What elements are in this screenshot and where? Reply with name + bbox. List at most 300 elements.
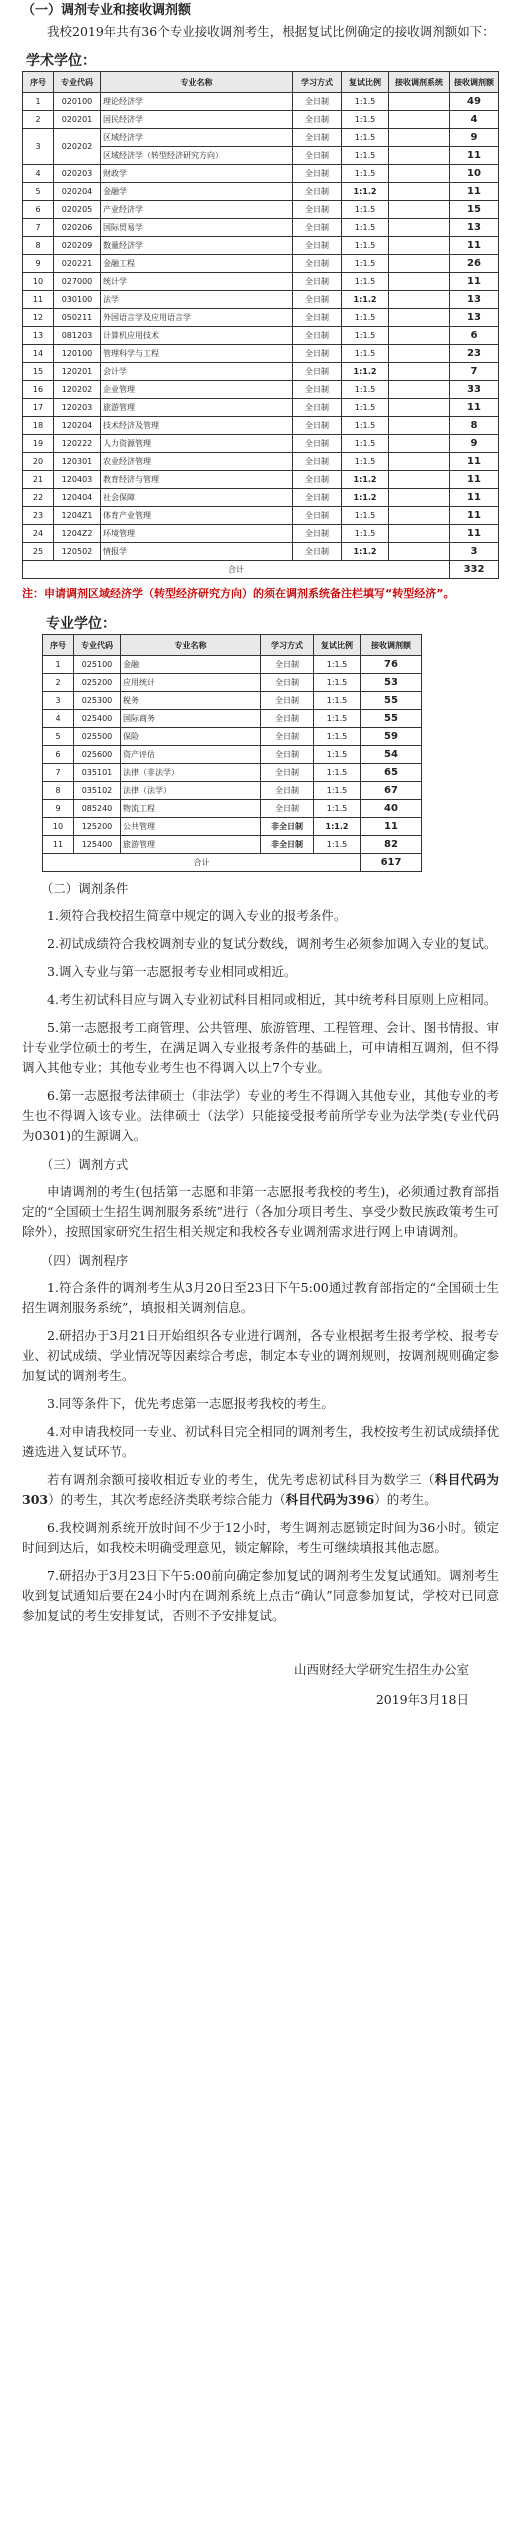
table-cell: 11: [450, 147, 499, 165]
table-cell: 1:1.5: [314, 800, 361, 818]
procedure-item: 1.符合条件的调剂考生从3月20日至23日下午5:00通过教育部指定的“全国硕士生招生调剂服务系统”，填报相关调剂信息。: [22, 1280, 499, 1315]
table-row: [43, 782, 422, 800]
table-cell: 法律（法学）: [121, 782, 261, 800]
table-cell: [389, 93, 450, 111]
table-cell: 020209: [54, 237, 101, 255]
total-label: 合计: [43, 854, 361, 872]
table-cell: 1:1.5: [342, 453, 389, 471]
table-cell: 区域经济学（转型经济研究方向）: [101, 147, 293, 165]
table-cell: 技术经济及管理: [101, 417, 293, 435]
table-cell: 1:1.5: [342, 255, 389, 273]
table-cell: [389, 291, 450, 309]
table-cell: 教育经济与管理: [101, 471, 293, 489]
table-cell: 59: [361, 728, 422, 746]
table-cell: 全日制: [293, 399, 342, 417]
table-cell: 全日制: [293, 381, 342, 399]
table-cell: 农业经济管理: [101, 453, 293, 471]
table-cell: 020205: [54, 201, 101, 219]
table-cell: 1:1.5: [342, 111, 389, 129]
table-cell: 18: [23, 417, 54, 435]
table-cell: 1:1.2: [342, 471, 389, 489]
table-cell: 1:1.5: [314, 692, 361, 710]
table-cell: 物流工程: [121, 800, 261, 818]
table-cell: 1:1.5: [342, 237, 389, 255]
table-cell: 26: [450, 255, 499, 273]
table-cell: 40: [361, 800, 422, 818]
table-cell: [389, 543, 450, 561]
table-cell: 1:1.2: [342, 183, 389, 201]
table-cell: 20: [23, 453, 54, 471]
table-cell: 7: [450, 363, 499, 381]
table-row: [23, 345, 499, 363]
table-cell: 全日制: [261, 710, 314, 728]
table-cell: 1:1.5: [314, 710, 361, 728]
table-row: [23, 219, 499, 237]
table-cell: 企业管理: [101, 381, 293, 399]
table-cell: 情报学: [101, 543, 293, 561]
table-cell: 保险: [121, 728, 261, 746]
table-cell: 国际贸易学: [101, 219, 293, 237]
table-cell: 全日制: [261, 782, 314, 800]
table-cell: [389, 417, 450, 435]
table-cell: 020100: [54, 93, 101, 111]
table-cell: 2: [43, 674, 74, 692]
academic-table-title: 学术学位：: [26, 53, 96, 69]
conditions-heading: （二）调剂条件: [40, 881, 129, 896]
table-cell: 120502: [54, 543, 101, 561]
table-cell: 120203: [54, 399, 101, 417]
table-cell: 050211: [54, 309, 101, 327]
table-cell: 金融工程: [101, 255, 293, 273]
total-value: 332: [450, 561, 499, 579]
table-cell: [389, 345, 450, 363]
table-cell: 21: [23, 471, 54, 489]
professional-table-title: 专业学位：: [46, 616, 116, 632]
table-cell: 120100: [54, 345, 101, 363]
table-row: [43, 674, 422, 692]
intro-paragraph: 我校2019年共有36个专业接收调剂考生，根据复试比例确定的接收调剂额如下：: [47, 24, 495, 39]
table-row: [23, 489, 499, 507]
condition-item: 6.第一志愿报考法律硕士（非法学）专业的考生不得调入其他专业，其他专业的考生也不得调入该专业。法律硕士（法学）只能接受报考前所学专业为法学类(专业代码为0301)的生源调入。: [22, 1088, 499, 1143]
table-cell: 11: [450, 183, 499, 201]
table-row: [23, 201, 499, 219]
signing-office: 山西财经大学研究生招生办公室: [293, 1662, 469, 1677]
table-cell: 1:1.5: [342, 219, 389, 237]
table-cell: 1204Z2: [54, 525, 101, 543]
table-cell: [389, 507, 450, 525]
table-cell: 国民经济学: [101, 111, 293, 129]
col-header: 接收调剂额: [450, 72, 499, 93]
table-cell: 会计学: [101, 363, 293, 381]
table-cell: 9: [23, 255, 54, 273]
professional-total-row: [43, 854, 422, 872]
table-cell: 1:1.5: [342, 507, 389, 525]
table-row: [23, 309, 499, 327]
table-cell: 081203: [54, 327, 101, 345]
table-cell: [389, 453, 450, 471]
table-cell: 1:1.5: [314, 836, 361, 854]
procedure-heading: （四）调剂程序: [40, 1253, 129, 1268]
academic-table-body: [23, 93, 499, 561]
table-cell: 全日制: [261, 656, 314, 674]
professional-table-body: [43, 656, 422, 854]
table-cell: 区域经济学: [101, 129, 293, 147]
table-cell: 1:1.5: [314, 764, 361, 782]
professional-section: [42, 613, 422, 872]
academic-table: [22, 71, 499, 579]
table-cell: 120202: [54, 381, 101, 399]
table-cell: 公共管理: [121, 818, 261, 836]
table-cell: 11: [450, 471, 499, 489]
table-cell: 020201: [54, 111, 101, 129]
table-cell: 5: [43, 728, 74, 746]
col-header: 专业名称: [121, 635, 261, 656]
col-header: 学习方式: [293, 72, 342, 93]
condition-item: 1.须符合我校招生简章中规定的调入专业的报考条件。: [47, 908, 347, 923]
table-cell: 025100: [74, 656, 121, 674]
subject-code-396: 科目代码为396: [285, 1492, 375, 1507]
table-cell: 11: [23, 291, 54, 309]
table-cell: 025500: [74, 728, 121, 746]
condition-item: 3.调入专业与第一志愿报考专业相同或相近。: [47, 964, 297, 979]
table-row: [23, 453, 499, 471]
table-cell: 6: [450, 327, 499, 345]
table-cell: 1:1.5: [342, 525, 389, 543]
professional-header-row: [43, 635, 422, 656]
table-row: [23, 255, 499, 273]
table-cell: 外国语言学及应用语言学: [101, 309, 293, 327]
table-cell: 020202: [54, 129, 101, 165]
table-cell: 全日制: [293, 525, 342, 543]
table-cell: 全日制: [293, 471, 342, 489]
table-row: [43, 710, 422, 728]
table-cell: 55: [361, 710, 422, 728]
table-cell: 23: [23, 507, 54, 525]
table-cell: 1:1.5: [342, 129, 389, 147]
table-cell: 12: [23, 309, 54, 327]
table-cell: [389, 327, 450, 345]
table-cell: 027000: [54, 273, 101, 291]
table-cell: 24: [23, 525, 54, 543]
table-cell: 1:1.5: [314, 674, 361, 692]
table-cell: 125200: [74, 818, 121, 836]
table-cell: 资产评估: [121, 746, 261, 764]
table-cell: 财政学: [101, 165, 293, 183]
table-cell: 035101: [74, 764, 121, 782]
table-cell: 全日制: [261, 800, 314, 818]
table-cell: 15: [23, 363, 54, 381]
table-row: [23, 417, 499, 435]
table-cell: 数量经济学: [101, 237, 293, 255]
procedure-item: [22, 1470, 499, 1510]
method-paragraph: 申请调剂的考生(包括第一志愿和非第一志愿报考我校的考生)，必须通过教育部指定的“全国硕士生招生调剂服务系统”进行（各加分项目考生、享受少数民族政策考生可除外），按照国家研究生招生相关规定和我校各专业调剂需求进行网上申请调剂。: [22, 1184, 499, 1239]
table-cell: [389, 489, 450, 507]
table-cell: 全日制: [293, 453, 342, 471]
table-cell: 1:1.5: [342, 345, 389, 363]
table-cell: [389, 399, 450, 417]
table-cell: 125400: [74, 836, 121, 854]
table-cell: 3: [450, 543, 499, 561]
academic-total-row: [23, 561, 499, 579]
table-cell: 全日制: [293, 129, 342, 147]
procedure-item: 6.我校调剂系统开放时间不少于12小时，考生调剂志愿锁定时间为36小时。锁定时间到达后，如我校未明确受理意见，锁定解除，考生可继续填报其他志愿。: [22, 1520, 499, 1555]
table-cell: 11: [450, 489, 499, 507]
table-cell: 1:1.5: [342, 435, 389, 453]
table-cell: 法学: [101, 291, 293, 309]
table-cell: 1:1.5: [342, 309, 389, 327]
table-cell: 120201: [54, 363, 101, 381]
table-cell: 23: [450, 345, 499, 363]
table-cell: 5: [23, 183, 54, 201]
table-cell: 9: [450, 435, 499, 453]
table-cell: 法律（非法学）: [121, 764, 261, 782]
table-cell: 1:1.5: [342, 381, 389, 399]
table-row: [43, 692, 422, 710]
table-cell: 4: [23, 165, 54, 183]
table-cell: 120222: [54, 435, 101, 453]
col-header: 接收调剂系统: [389, 72, 450, 93]
table-cell: 025300: [74, 692, 121, 710]
table-cell: 理论经济学: [101, 93, 293, 111]
table-cell: 55: [361, 692, 422, 710]
table-cell: 76: [361, 656, 422, 674]
table-row: [43, 836, 422, 854]
table-cell: 金融学: [101, 183, 293, 201]
subject-code-303: 科目代码为303: [22, 1472, 499, 1507]
table-cell: 全日制: [293, 345, 342, 363]
col-header: 复试比例: [342, 72, 389, 93]
table-cell: [389, 471, 450, 489]
table-cell: 全日制: [293, 489, 342, 507]
table-row: [23, 327, 499, 345]
table-cell: 2: [23, 111, 54, 129]
procedure-item: 2.研招办于3月21日开始组织各专业进行调剂，各专业根据考生报考学校、报考专业、初试成绩、学业情况等因素综合考虑，制定本专业的调剂规则，按调剂规则确定参加复试的调剂考生。: [22, 1328, 499, 1383]
table-cell: 全日制: [293, 147, 342, 165]
table-cell: 3: [23, 129, 54, 165]
table-cell: 7: [43, 764, 74, 782]
table-cell: 全日制: [293, 273, 342, 291]
table-cell: 全日制: [293, 255, 342, 273]
table-cell: 8: [43, 782, 74, 800]
table-cell: 全日制: [293, 219, 342, 237]
table-cell: 11: [450, 507, 499, 525]
table-cell: 6: [23, 201, 54, 219]
table-cell: 全日制: [261, 692, 314, 710]
table-cell: 16: [23, 381, 54, 399]
table-cell: [389, 129, 450, 147]
col-header: 接收调剂额: [361, 635, 422, 656]
table-cell: 6: [43, 746, 74, 764]
table-cell: 全日制: [293, 363, 342, 381]
table-row: [23, 273, 499, 291]
table-cell: 035102: [74, 782, 121, 800]
table-cell: 11: [450, 453, 499, 471]
table-cell: 体育产业管理: [101, 507, 293, 525]
table-cell: 1:1.5: [342, 147, 389, 165]
section-1-heading: （一）调剂专业和接收调剂额: [22, 3, 192, 18]
procedure-text: 若有调剂余额可接收相近专业的考生，优先考虑初试科目为数学三（: [47, 1472, 435, 1487]
procedure-item: 3.同等条件下，优先考虑第一志愿报考我校的考生。: [47, 1396, 334, 1411]
table-cell: 020203: [54, 165, 101, 183]
table-cell: 020221: [54, 255, 101, 273]
table-row: [43, 746, 422, 764]
table-row: [23, 111, 499, 129]
table-cell: 11: [361, 818, 422, 836]
table-cell: 11: [450, 525, 499, 543]
table-row: [23, 471, 499, 489]
table-cell: 旅游管理: [121, 836, 261, 854]
table-cell: 全日制: [293, 417, 342, 435]
table-cell: 1:1.5: [342, 399, 389, 417]
table-cell: 13: [450, 309, 499, 327]
table-row: [23, 525, 499, 543]
table-cell: 13: [450, 219, 499, 237]
table-cell: 统计学: [101, 273, 293, 291]
academic-header-row: [23, 72, 499, 93]
table-cell: 全日制: [293, 183, 342, 201]
table-row: [23, 543, 499, 561]
table-cell: 1:1.5: [342, 165, 389, 183]
table-cell: 计算机应用技术: [101, 327, 293, 345]
table-cell: 120301: [54, 453, 101, 471]
table-cell: [389, 273, 450, 291]
document-page: [0, 2, 521, 1716]
table-row: [23, 399, 499, 417]
procedure-text: ）的考生。: [374, 1492, 437, 1507]
table-cell: 030100: [54, 291, 101, 309]
procedure-text: ）的考生，其次考虑经济类联考综合能力（: [48, 1492, 286, 1507]
table-cell: 54: [361, 746, 422, 764]
table-cell: 19: [23, 435, 54, 453]
table-cell: [389, 255, 450, 273]
table-cell: [389, 309, 450, 327]
col-header: 复试比例: [314, 635, 361, 656]
table-cell: [389, 219, 450, 237]
table-cell: 全日制: [293, 291, 342, 309]
table-cell: 14: [23, 345, 54, 363]
table-cell: 全日制: [293, 201, 342, 219]
table-cell: 旅游管理: [101, 399, 293, 417]
table-cell: 4: [450, 111, 499, 129]
table-cell: 10: [23, 273, 54, 291]
table-cell: 应用统计: [121, 674, 261, 692]
table-cell: 025400: [74, 710, 121, 728]
table-row: [23, 381, 499, 399]
table-cell: 3: [43, 692, 74, 710]
signing-date: 2019年3月18日: [375, 1692, 469, 1707]
table-cell: 1:1.5: [342, 273, 389, 291]
table-cell: 1: [23, 93, 54, 111]
table-cell: 120404: [54, 489, 101, 507]
table-cell: 全日制: [293, 543, 342, 561]
table-cell: 13: [23, 327, 54, 345]
table-cell: 1:1.2: [314, 818, 361, 836]
table-cell: 1:1.2: [342, 543, 389, 561]
col-header: 专业名称: [101, 72, 293, 93]
table-cell: 020204: [54, 183, 101, 201]
table-row: [43, 656, 422, 674]
table-cell: 1:1.2: [342, 363, 389, 381]
col-header: 序号: [23, 72, 54, 93]
table-cell: 1:1.5: [314, 728, 361, 746]
table-row: [23, 291, 499, 309]
table-cell: 全日制: [293, 93, 342, 111]
table-cell: 9: [43, 800, 74, 818]
table-cell: 1:1.5: [342, 93, 389, 111]
table-cell: 1:1.5: [342, 327, 389, 345]
table-cell: 社会保障: [101, 489, 293, 507]
table-cell: [389, 147, 450, 165]
table-cell: 全日制: [261, 764, 314, 782]
table-cell: 1:1.2: [342, 489, 389, 507]
table-cell: 15: [450, 201, 499, 219]
table-cell: 4: [43, 710, 74, 728]
table-cell: 120403: [54, 471, 101, 489]
table-cell: 33: [450, 381, 499, 399]
table-cell: 9: [450, 129, 499, 147]
table-cell: [389, 525, 450, 543]
condition-item: 5.第一志愿报考工商管理、公共管理、旅游管理、工程管理、会计、图书情报、审计专业学位硕士的考生，在满足调入专业报考条件的基础上，可申请相互调剂，但不得调入其他专业；其他专业考生也不得调入以上7个专业。: [22, 1020, 499, 1075]
table-cell: 1204Z1: [54, 507, 101, 525]
table-cell: 1:1.5: [342, 201, 389, 219]
table-cell: 11: [450, 273, 499, 291]
table-row: [23, 237, 499, 255]
table-row: [23, 129, 499, 147]
table-cell: 67: [361, 782, 422, 800]
method-heading: （三）调剂方式: [40, 1157, 129, 1172]
table-cell: 全日制: [293, 435, 342, 453]
table-cell: 非全日制: [261, 836, 314, 854]
table-cell: 税务: [121, 692, 261, 710]
table-cell: 11: [450, 237, 499, 255]
table-cell: 全日制: [261, 728, 314, 746]
procedure-item: 7.研招办于3月23日下午5:00前向确定参加复试的调剂考生发复试通知。调剂考生收到复试通知后要在24小时内在调剂系统上点击“确认”同意参加复试，学校对已同意参加复试的考生安排复试，否则不予安排复试。: [22, 1568, 499, 1623]
condition-item: 4.考生初试科目应与调入专业初试科目相同或相近，其中统考科目原则上应相同。: [47, 992, 497, 1007]
table-cell: 11: [43, 836, 74, 854]
table-cell: 全日制: [261, 746, 314, 764]
table-cell: [389, 165, 450, 183]
table-row: [23, 435, 499, 453]
table-cell: 65: [361, 764, 422, 782]
table-cell: 全日制: [293, 111, 342, 129]
table-cell: 10: [43, 818, 74, 836]
table-cell: 非全日制: [261, 818, 314, 836]
table-row: [23, 165, 499, 183]
table-cell: 085240: [74, 800, 121, 818]
table-cell: 全日制: [293, 507, 342, 525]
table-cell: 020206: [54, 219, 101, 237]
table-row: [23, 93, 499, 111]
procedure-item: 4.对申请我校同一专业、初试科目完全相同的调剂考生，我校按考生初试成绩择优遴选进入复试环节。: [22, 1424, 499, 1459]
table-cell: [389, 363, 450, 381]
red-note: 注：申请调剂区域经济学（转型经济研究方向）的须在调剂系统备注栏填写“转型经济”。: [22, 587, 455, 600]
table-cell: [389, 183, 450, 201]
table-cell: 53: [361, 674, 422, 692]
table-cell: 产业经济学: [101, 201, 293, 219]
table-cell: 全日制: [261, 674, 314, 692]
table-cell: [389, 435, 450, 453]
col-header: 专业代码: [54, 72, 101, 93]
table-cell: [389, 381, 450, 399]
table-cell: 1:1.5: [314, 746, 361, 764]
table-row: [23, 183, 499, 201]
table-cell: 25: [23, 543, 54, 561]
table-cell: 7: [23, 219, 54, 237]
table-cell: 10: [450, 165, 499, 183]
table-cell: 17: [23, 399, 54, 417]
table-cell: 1:1.2: [342, 291, 389, 309]
table-cell: 11: [450, 399, 499, 417]
